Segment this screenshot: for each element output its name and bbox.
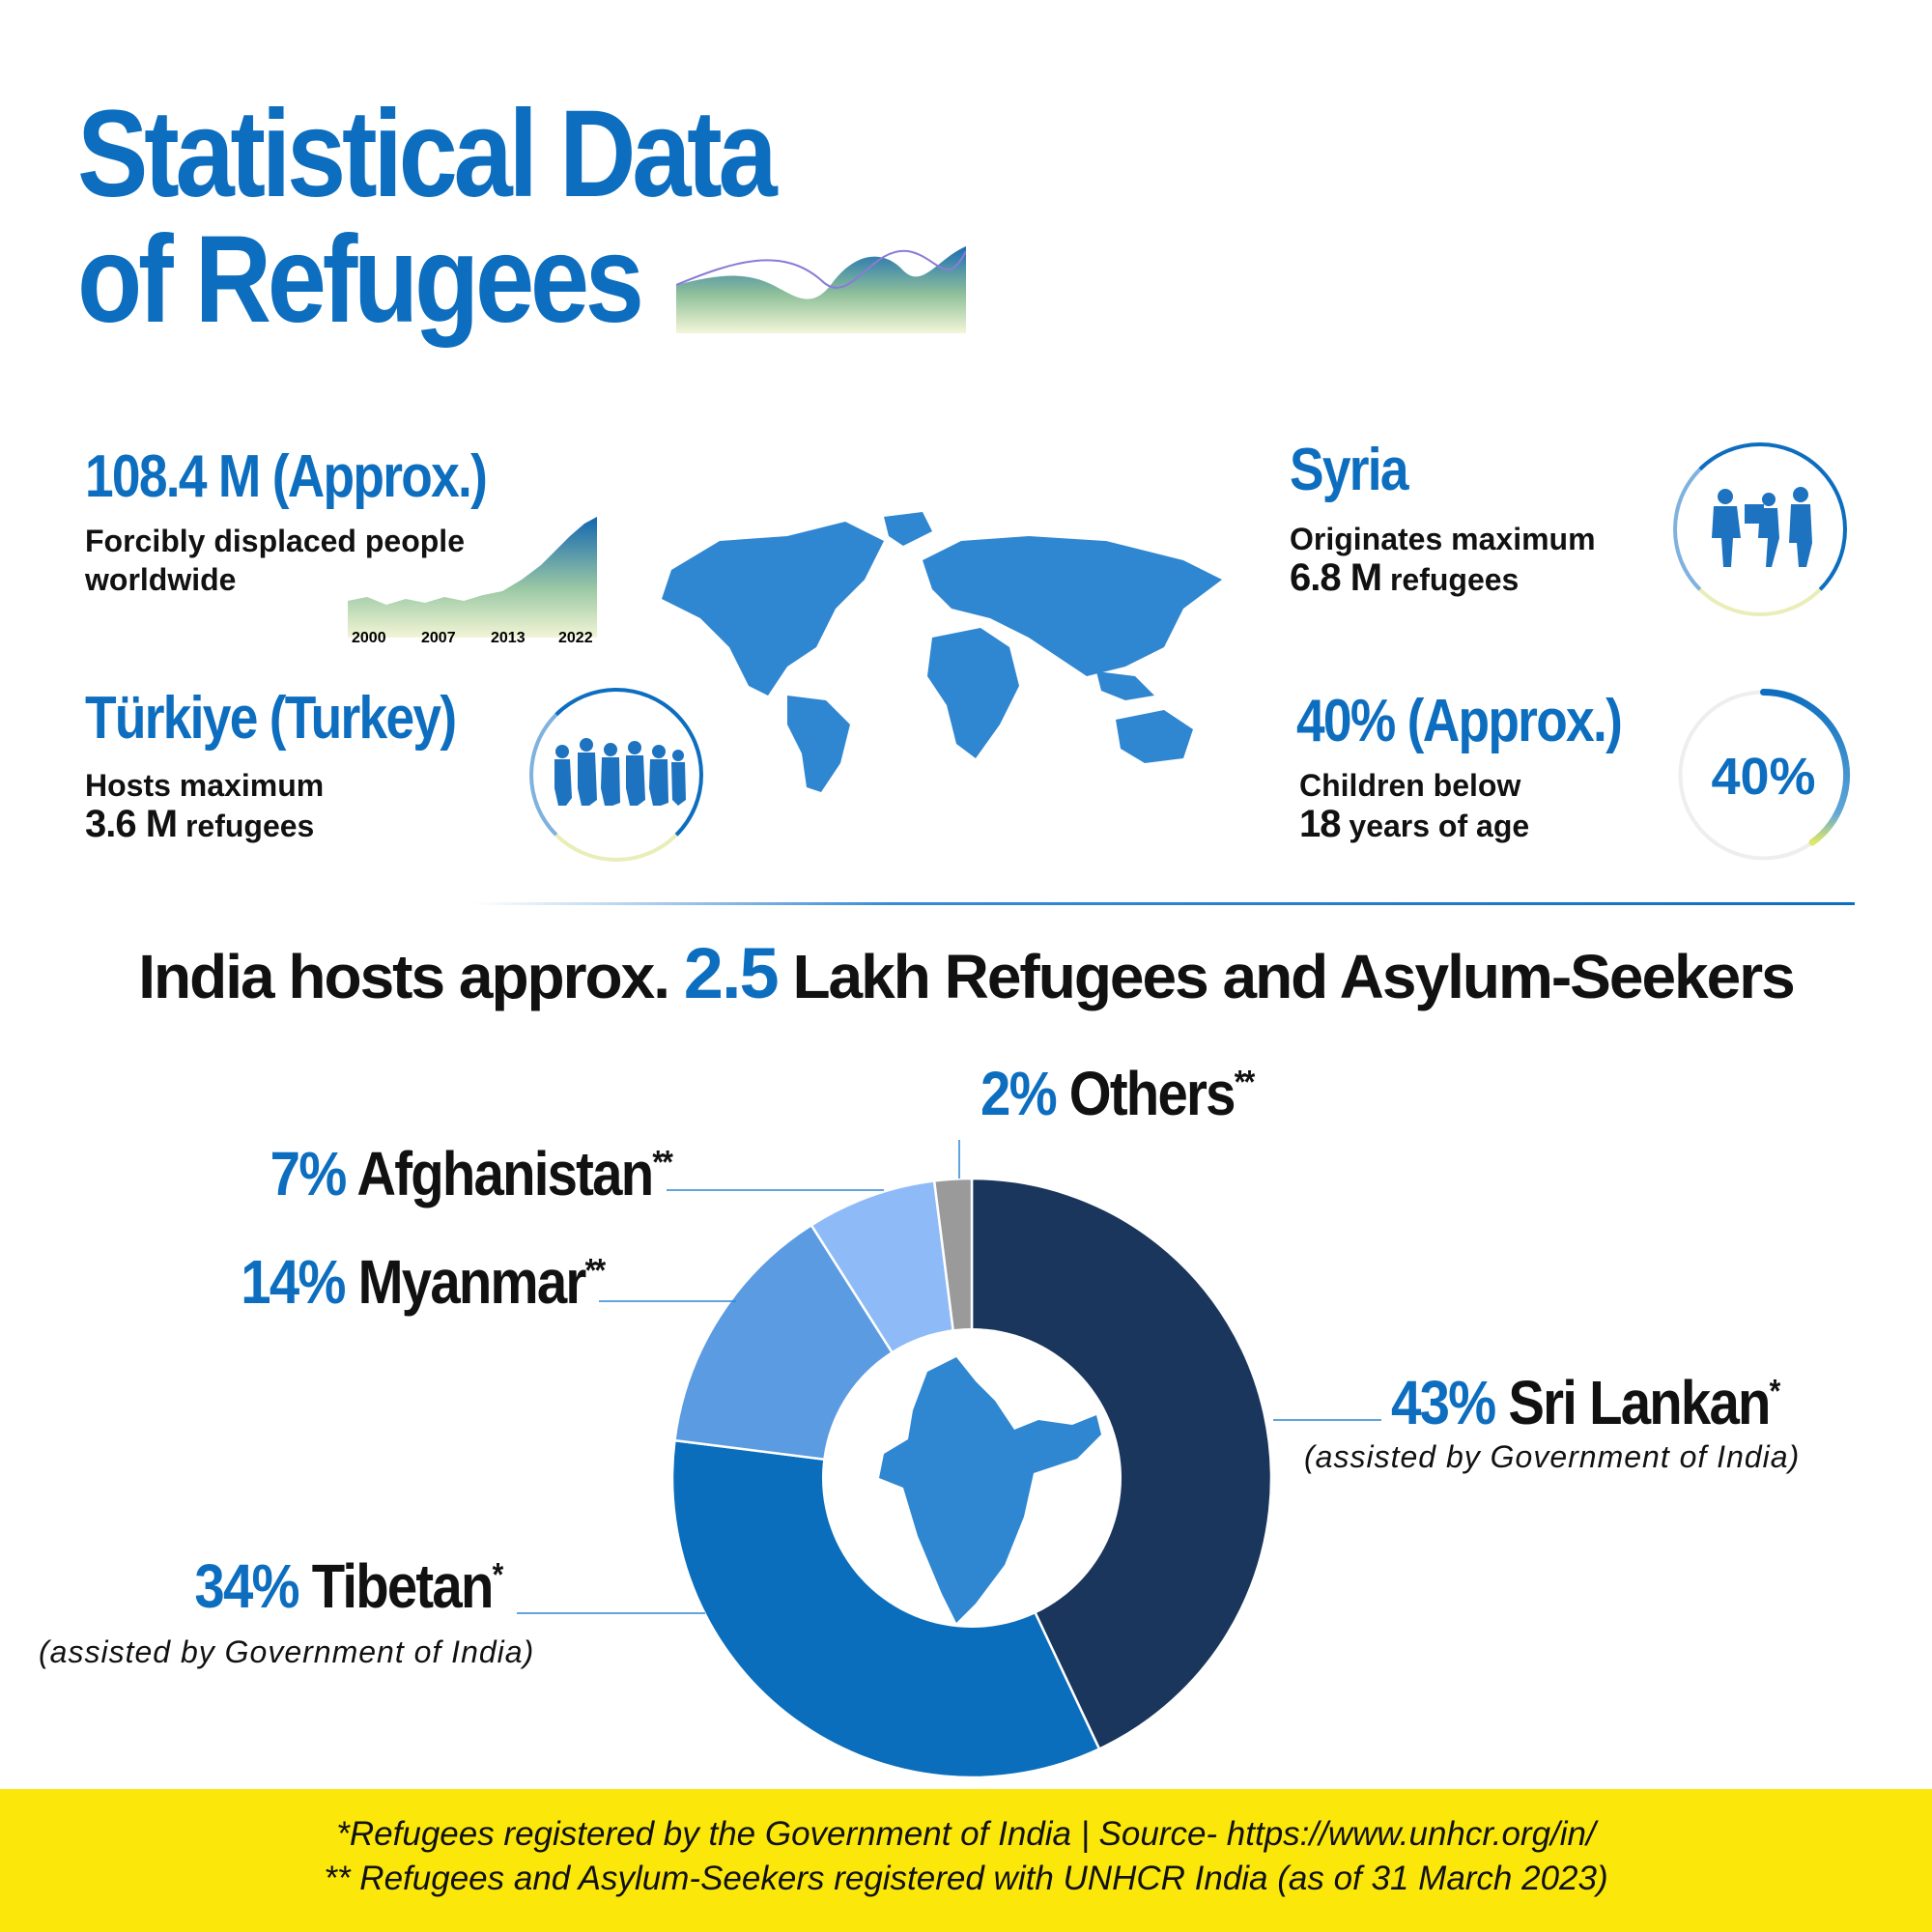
label-name: Others [1068, 1059, 1235, 1128]
label-tibetan [195, 1550, 502, 1622]
syria-unit: refugees [1389, 562, 1520, 597]
turkey-number: 3.6 M [85, 803, 178, 845]
greenland-shape [884, 512, 932, 546]
displaced-desc-line-2: worldwide [85, 562, 237, 597]
south-america-shape [787, 696, 850, 792]
label-others [980, 1058, 1254, 1129]
headline-pre: India hosts approx. [138, 942, 669, 1011]
title-wave-graphic [676, 242, 966, 333]
turkey-desc-line-1: Hosts maximum [85, 768, 325, 803]
africa-shape [927, 628, 1019, 758]
syria-icon-circle [1673, 442, 1847, 616]
children-desc [1299, 766, 1529, 845]
children-unit: years of age [1349, 809, 1530, 843]
year-tick: 2000 [352, 630, 386, 646]
label-pct: 14% [240, 1247, 345, 1317]
label-mark: ** [584, 1252, 604, 1290]
section-divider [473, 902, 1855, 905]
note-tibetan: (assisted by Government of India) [39, 1634, 535, 1669]
label-pct: 2% [980, 1059, 1056, 1128]
label-pct: 43% [1391, 1368, 1495, 1437]
footer-notes [0, 1789, 1932, 1932]
crowd-walking-icon [533, 692, 699, 858]
displaced-value: 108.4 M (Approx.) [85, 443, 487, 510]
footer-line-1: *Refugees registered by the Government of India | Source- https://www.unhcr.org/in/ [336, 1815, 1596, 1853]
children-title: 40% (Approx.) [1296, 688, 1622, 754]
india-headline [0, 932, 1932, 1014]
headline-post: Lakh Refugees and Asylum-Seekers [792, 942, 1794, 1011]
children-age-number: 18 [1299, 803, 1341, 845]
turkey-icon-circle [529, 688, 703, 862]
label-name: Myanmar [357, 1247, 585, 1317]
label-mark: ** [1234, 1064, 1254, 1101]
children-desc-line-1: Children below [1299, 768, 1521, 803]
label-afghanistan [270, 1138, 671, 1209]
title-line-2: of Refugees [77, 211, 640, 349]
displaced-years-axis [352, 630, 603, 653]
turkey-title: Türkiye (Turkey) [85, 685, 456, 752]
note-sri-lankan: (assisted by Government of India) [1304, 1439, 1801, 1474]
syria-desc [1290, 520, 1596, 599]
label-sri-lankan [1391, 1367, 1779, 1438]
world-map [642, 502, 1241, 792]
label-mark: * [1769, 1373, 1779, 1410]
turkey-desc [85, 766, 324, 845]
syria-number: 6.8 M [1290, 556, 1382, 599]
indonesia-shape [1096, 671, 1154, 700]
label-mark: ** [652, 1144, 671, 1181]
turkey-unit: refugees [185, 809, 315, 843]
page-title [77, 85, 774, 349]
label-pct: 34% [194, 1551, 299, 1621]
title-line-1: Statistical Data [77, 85, 774, 223]
year-tick: 2022 [558, 630, 593, 646]
displaced-trend-graphic [348, 512, 599, 638]
year-tick: 2007 [421, 630, 456, 646]
label-name: Tibetan [312, 1551, 494, 1621]
syria-title: Syria [1290, 437, 1407, 503]
north-america-shape [662, 522, 884, 696]
label-name: Afghanistan [356, 1139, 653, 1208]
australia-shape [1116, 710, 1193, 763]
gauge-label: 40% [1711, 748, 1816, 806]
syria-desc-line-1: Originates maximum [1290, 522, 1596, 556]
leader-line-others [959, 1140, 974, 1179]
label-pct: 7% [270, 1139, 346, 1208]
displaced-desc-line-1: Forcibly displaced people [85, 524, 465, 558]
refugees-walking-icon [1677, 446, 1843, 612]
label-mark: * [493, 1556, 502, 1594]
year-tick: 2013 [491, 630, 526, 646]
children-gauge [1674, 686, 1853, 865]
footer-line-2: ** Refugees and Asylum-Seekers registered with UNHCR India (as of 31 March 2023) [324, 1860, 1608, 1897]
label-name: Sri Lankan [1508, 1368, 1770, 1437]
headline-number: 2.5 [683, 933, 778, 1013]
label-myanmar [241, 1246, 604, 1318]
